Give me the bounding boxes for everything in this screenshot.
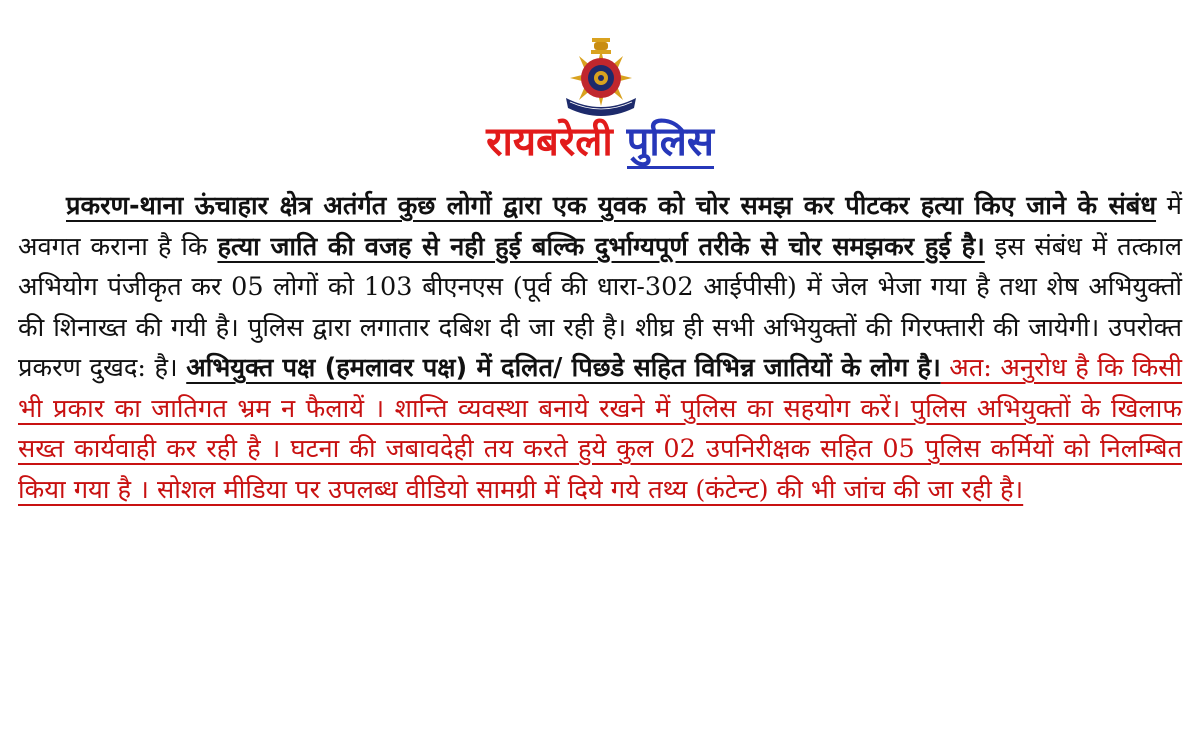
page-title: [0, 116, 1200, 168]
cause-statement: हत्या जाति की वजह से नही हुई बल्कि दुर्भाग्यपूर्ण तरीके से चोर समझकर हुई है।: [217, 231, 985, 262]
up-police-emblem-icon: [548, 36, 654, 116]
title-district: रायबरेली: [486, 119, 613, 165]
statement-text: में अवगत कराना है कि: [18, 191, 1182, 262]
incident-summary: प्रकरण-थाना ऊंचाहार क्षेत्र अतंर्गत कुछ लोगों द्वारा एक युवक को चोर समझ कर पीटकर हत्या किए जाने के संबंध: [66, 191, 1157, 221]
statement-body: [18, 186, 1182, 510]
action-details: इस संबंध में तत्काल अभियोग पंजीकृत कर 05 लोगों को 103 बीएनएस (पूर्व की धारा-302 आईपीसी) में जेल भेजा गया है तथा शेष अभियुक्तों की शिनाख्त की गयी है। पुलिस द्वारा लगातार दबिश दी जा रही है। शीघ्र ही सभी अभियुक्तों की गिरफ्तारी की जायेगी। उपरोक्त प्रकरण दुखद: है।: [18, 231, 1182, 383]
title-police: पुलिस: [627, 119, 714, 169]
public-appeal: अत: अनुरोध है कि किसी भी प्रकार का जातिगत भ्रम न फैलायें । शान्ति व्यवस्था बनाये रखने में पुलिस का सहयोग करें। पुलिस अभियुक्तों के खिलाफ सख्त कार्यवाही कर रही है । घटना की जबावदेही तय करते हुये कुल 02 उपनिरीक्षक सहित 05 पुलिस कर्मियों को निलम्बित किया गया है । सोशल मीडिया पर उपलब्ध वीडियो सामग्री में दिये गये तथ्य (कंटेन्ट) की भी जांच की जा रही है।: [18, 353, 1183, 505]
accused-party-statement: अभियुक्त पक्ष (हमलावर पक्ष) में दलित/ पिछडे सहित विभिन्न जातियों के लोग है।: [186, 353, 941, 383]
